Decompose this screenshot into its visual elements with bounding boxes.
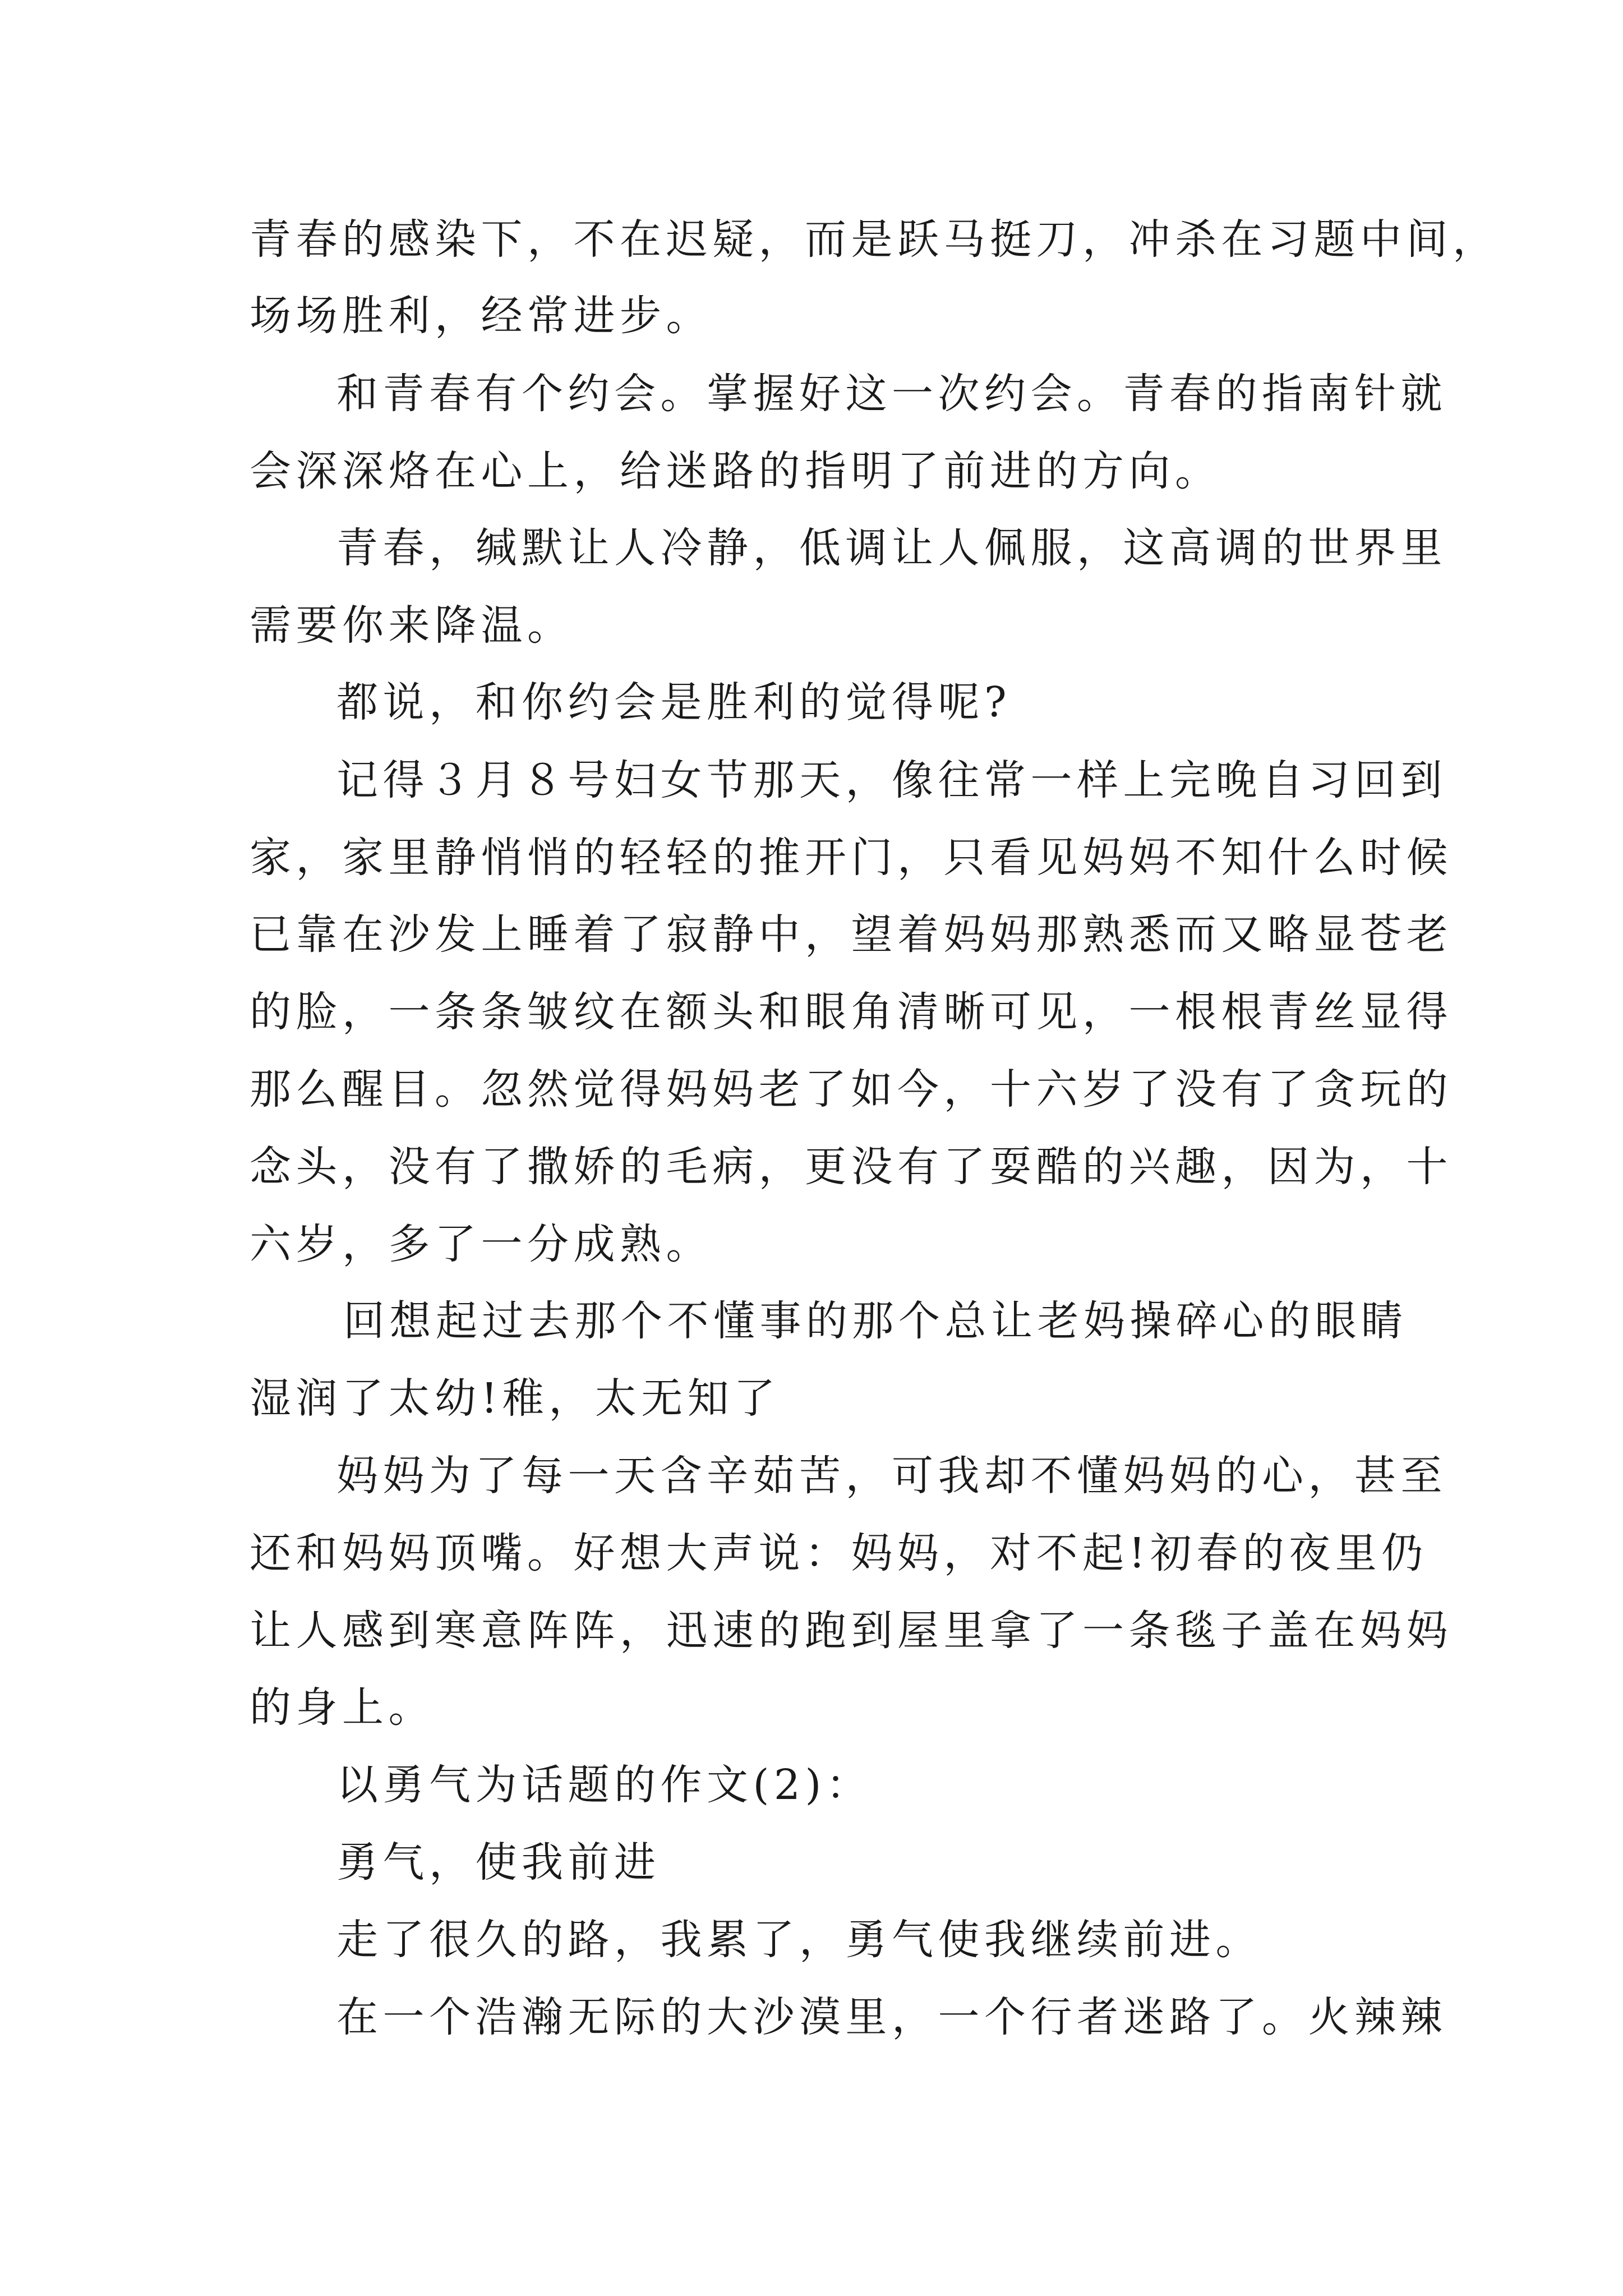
paragraph-start: 回想起过去那个不懂事的那个总让老妈操碎心的眼睛 bbox=[343, 1297, 1408, 1345]
text-line: 需要你来降温。 bbox=[250, 601, 574, 650]
text-line: 已靠在沙发上睡着了寂静中，望着妈妈那熟悉而又略显苍老 bbox=[250, 910, 1453, 959]
paragraph-start: 都说，和你约会是胜利的觉得呢? bbox=[336, 678, 1012, 726]
text-line: 青春的感染下，不在迟疑，而是跃马挺刀，冲杀在习题中间， bbox=[250, 215, 1499, 264]
text-line: 念头，没有了撒娇的毛病，更没有了耍酷的兴趣，因为，十 bbox=[250, 1143, 1453, 1191]
text-line: 的脸，一条条皱纹在额头和眼角清晰可见，一根根青丝显得 bbox=[250, 988, 1453, 1036]
paragraph-start: 和青春有个约会。掌握好这一次约会。青春的指南针就 bbox=[336, 370, 1447, 418]
text-line: 那么醒目。忽然觉得妈妈老了如今，十六岁了没有了贪玩的 bbox=[250, 1065, 1453, 1114]
text-line: 六岁，多了一分成熟。 bbox=[250, 1220, 712, 1268]
text-line: 场场胜利，经常进步。 bbox=[250, 292, 712, 340]
essay-title: 勇气，使我前进 bbox=[336, 1838, 661, 1887]
text-line: 家，家里静悄悄的轻轻的推开门，只看见妈妈不知什么时候 bbox=[250, 834, 1453, 882]
text-line: 让人感到寒意阵阵，迅速的跑到屋里拿了一条毯子盖在妈妈 bbox=[250, 1607, 1453, 1655]
section-heading: 以勇气为话题的作文(2)： bbox=[336, 1761, 873, 1809]
text-line: 的身上。 bbox=[250, 1683, 435, 1732]
text-line: 湿润了太幼!稚，太无知了 bbox=[250, 1374, 780, 1423]
paragraph-start: 在一个浩瀚无际的大沙漠里，一个行者迷路了。火辣辣 bbox=[336, 1993, 1447, 2041]
paragraph-start: 走了很久的路，我累了，勇气使我继续前进。 bbox=[336, 1916, 1262, 1964]
paragraph-start: 记得３月８号妇女节那天，像往常一样上完晚自习回到 bbox=[336, 756, 1447, 804]
paragraph-start: 妈妈为了每一天含辛茹苦，可我却不懂妈妈的心，甚至 bbox=[336, 1452, 1447, 1500]
text-line: 还和妈妈顶嘴。好想大声说：妈妈，对不起!初春的夜里仍 bbox=[250, 1529, 1428, 1577]
paragraph-start: 青春，缄默让人冷静，低调让人佩服，这高调的世界里 bbox=[336, 524, 1447, 572]
text-line: 会深深烙在心上，给迷路的指明了前进的方向。 bbox=[250, 447, 1221, 495]
